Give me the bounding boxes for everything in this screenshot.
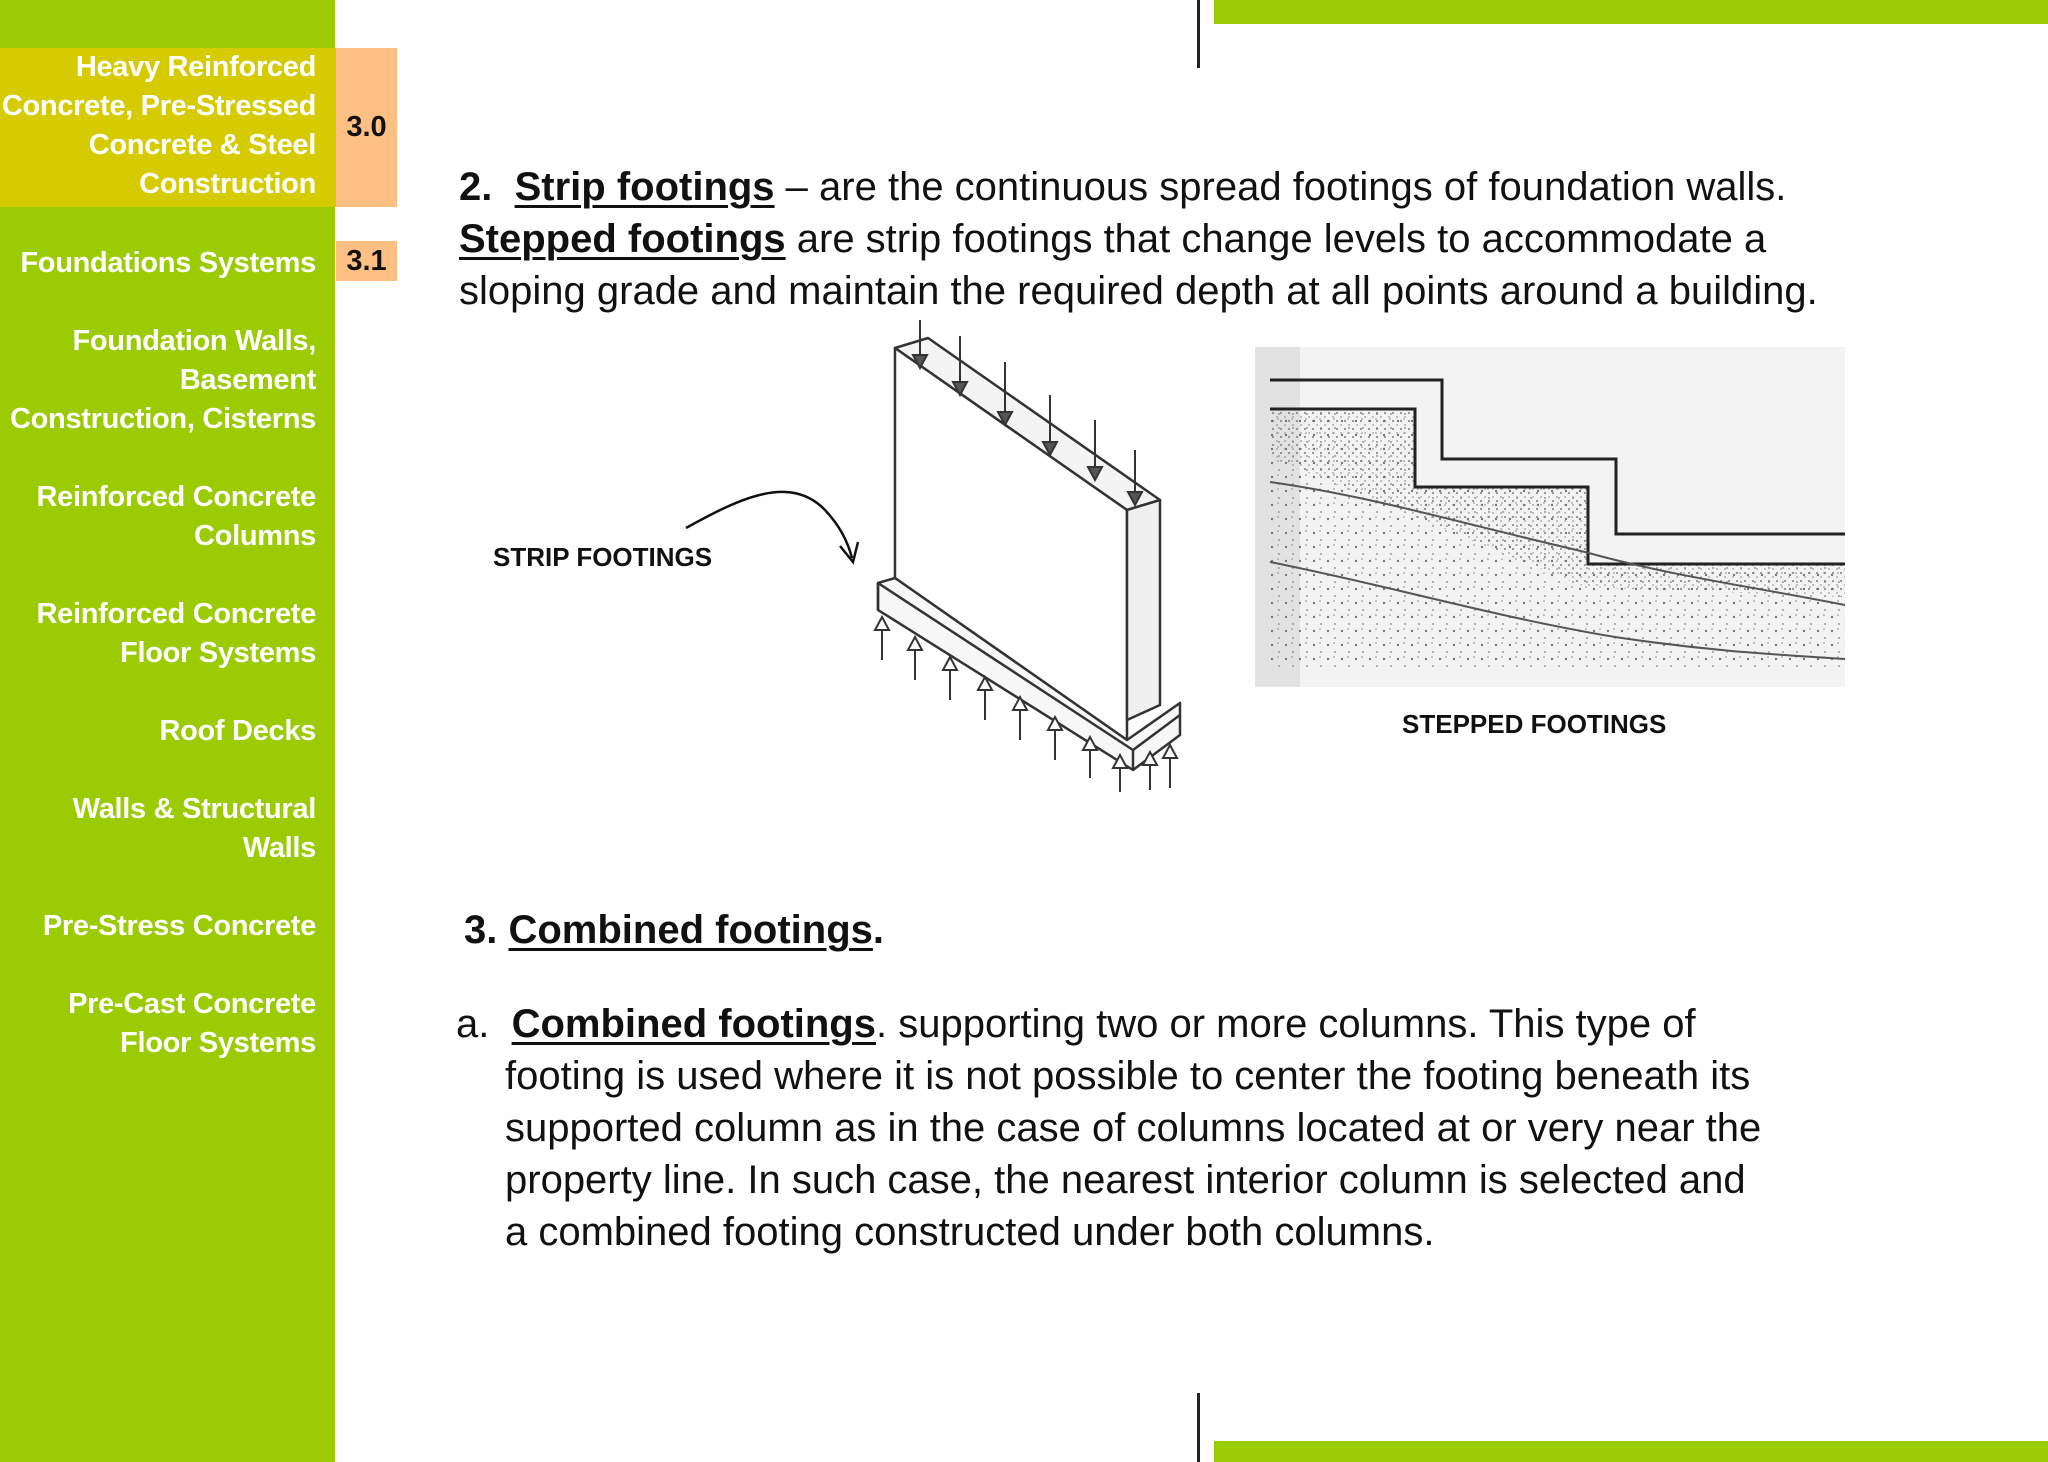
- section-2-paragraph: 2. Strip footings – are the continuous spread footings of foundation walls. Stepped footings are strip footings that change levels to accommodate a sloping grade and maintain the required depth at all points around a building.: [459, 165, 1818, 313]
- section-title: Heavy Reinforced Concrete, Pre-Stressed Concrete & Steel Construction: [1, 51, 316, 200]
- section-2-number: 2.: [459, 165, 493, 209]
- sidebar-item-number-badge: 3.1: [336, 241, 397, 281]
- strip-footings-term: Strip footings: [514, 165, 775, 209]
- combined-footings-heading-term: Combined footings: [508, 908, 873, 952]
- stepped-footings-term: Stepped footings: [459, 217, 786, 261]
- bottom-accent-bar: [1214, 1441, 2048, 1462]
- sidebar-item-pre-cast-concrete-floor-systems[interactable]: Pre-Cast Concrete Floor Systems: [68, 988, 316, 1059]
- bottom-divider-line: [1197, 1393, 1200, 1462]
- sidebar-item-reinforced-concrete-floor-systems[interactable]: Reinforced Concrete Floor Systems: [36, 598, 316, 669]
- section-3a-paragraph: a. Combined footings. supporting two or more columns. This type of footing is used where it is not possible to center the footing beneath its supported column as in the case of columns located at or very near the property line. In such case, the nearest interior column is selected and a combined footing constructed under both columns.: [456, 1002, 1762, 1254]
- sidebar-item-reinforced-concrete-columns[interactable]: Reinforced Concrete Columns: [36, 481, 316, 552]
- strip-footing-illustration: [850, 300, 1190, 800]
- list-letter-a: a.: [456, 1002, 490, 1046]
- stepped-footings-caption: STEPPED FOOTINGS: [1402, 709, 1667, 739]
- combined-footings-term: Combined footings: [511, 1002, 876, 1046]
- sidebar-item-roof-decks[interactable]: Roof Decks: [159, 715, 316, 747]
- top-accent-bar: [1214, 0, 2048, 24]
- strip-footing-leader-arrow: [680, 480, 880, 590]
- section-3-number: 3.: [464, 908, 498, 952]
- top-divider-line: [1197, 0, 1200, 68]
- section-number-badge: 3.0: [336, 48, 397, 207]
- section-3-heading: 3. Combined footings.: [464, 908, 885, 952]
- sidebar-item-foundations-systems[interactable]: Foundations Systems: [20, 247, 316, 279]
- sidebar-item-pre-stress-concrete[interactable]: Pre-Stress Concrete: [42, 910, 316, 942]
- stepped-footing-illustration: [1255, 347, 1845, 687]
- sidebar-item-walls-structural-walls[interactable]: Walls & Structural Walls: [72, 793, 316, 864]
- sidebar-item-foundation-walls[interactable]: Foundation Walls, Basement Construction, Cisterns: [10, 325, 316, 435]
- strip-footings-caption: STRIP FOOTINGS: [493, 542, 713, 572]
